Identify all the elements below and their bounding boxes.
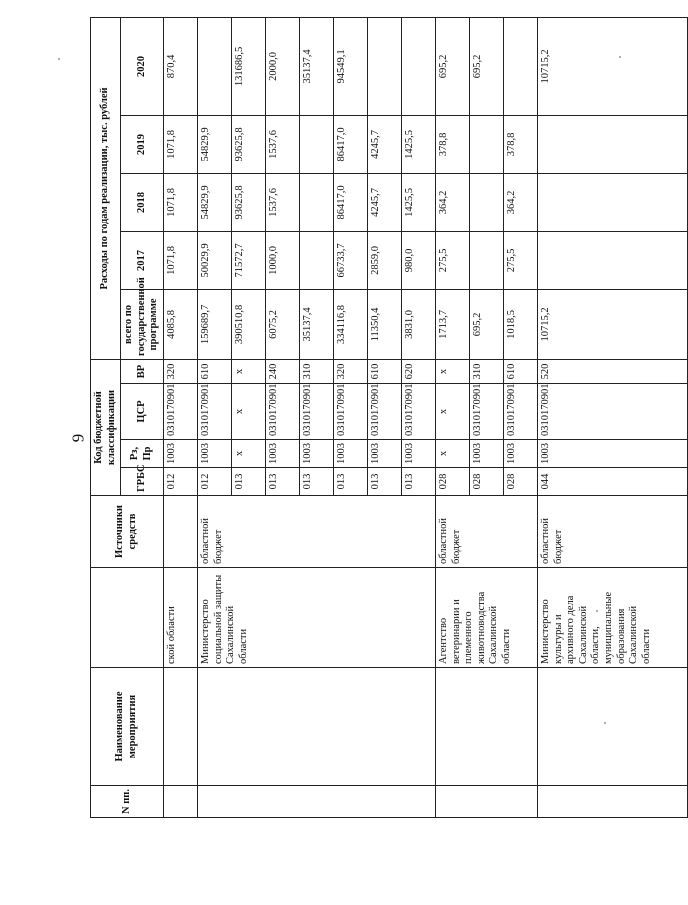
cell-csr: х bbox=[435, 384, 469, 440]
table-row bbox=[435, 17, 469, 817]
cell-grbs: 013 bbox=[265, 468, 299, 496]
cell-csr: х bbox=[231, 384, 265, 440]
cell-rzpr: х bbox=[231, 440, 265, 468]
cell-y2018: 4245,7 bbox=[367, 173, 401, 231]
cell-y2019 bbox=[469, 115, 503, 173]
cell-y2017: 66733,7 bbox=[333, 231, 367, 289]
cell-y2020: 695,2 bbox=[435, 17, 469, 115]
header-2020: 2020 bbox=[121, 17, 164, 115]
header-2018: 2018 bbox=[121, 173, 164, 231]
name-cell bbox=[537, 668, 687, 786]
cell-rzpr: 1003 bbox=[401, 440, 435, 468]
cell-total: 11350,4 bbox=[367, 289, 401, 359]
cell-y2018: 54829,9 bbox=[197, 173, 231, 231]
budget-table bbox=[90, 17, 688, 818]
header-executor bbox=[91, 568, 164, 668]
header-total: всего по государственной программе bbox=[121, 289, 164, 359]
header-expenses: Расходы по годам реализации, тыс. рублей bbox=[91, 17, 121, 359]
num-cell bbox=[163, 786, 197, 818]
header-2019: 2019 bbox=[121, 115, 164, 173]
cell-grbs: 028 bbox=[503, 468, 537, 496]
cell-y2020 bbox=[367, 17, 401, 115]
cell-rzpr: 1003 bbox=[469, 440, 503, 468]
cell-y2018 bbox=[299, 173, 333, 231]
cell-total: 6075,2 bbox=[265, 289, 299, 359]
cell-y2017: 275,5 bbox=[435, 231, 469, 289]
cell-y2017 bbox=[469, 231, 503, 289]
cell-rzpr: 1003 bbox=[537, 440, 687, 468]
cell-y2019: 378,8 bbox=[435, 115, 469, 173]
cell-rzpr: 1003 bbox=[299, 440, 333, 468]
cell-rzpr: 1003 bbox=[163, 440, 197, 468]
cell-y2017 bbox=[537, 231, 687, 289]
cell-total: 35137,4 bbox=[299, 289, 333, 359]
cell-vr: 240 bbox=[265, 359, 299, 383]
cell-csr: 0310170901 bbox=[299, 384, 333, 440]
page-number: 9 bbox=[68, 433, 88, 443]
cell-y2017 bbox=[299, 231, 333, 289]
name-cell bbox=[163, 668, 197, 786]
executor-cell: Министерство культуры и архивного дела Сахалинской области, муниципальные образования Сахалинской области bbox=[537, 568, 687, 668]
cell-y2017: 980,0 bbox=[401, 231, 435, 289]
cell-total: 4085,8 bbox=[163, 289, 197, 359]
cell-y2019: 54829,9 bbox=[197, 115, 231, 173]
cell-rzpr: х bbox=[435, 440, 469, 468]
cell-vr: 610 bbox=[197, 359, 231, 383]
cell-csr: 0310170901 bbox=[401, 384, 435, 440]
cell-y2020 bbox=[503, 17, 537, 115]
num-cell bbox=[435, 786, 537, 818]
cell-y2019: 4245,7 bbox=[367, 115, 401, 173]
cell-vr: 520 bbox=[537, 359, 687, 383]
cell-grbs: 013 bbox=[333, 468, 367, 496]
scan-speck bbox=[619, 56, 621, 58]
cell-grbs: 012 bbox=[197, 468, 231, 496]
header-source: Источники средств bbox=[91, 496, 164, 568]
scan-speck bbox=[58, 58, 60, 60]
cell-y2018: 86417,0 bbox=[333, 173, 367, 231]
cell-y2019 bbox=[537, 115, 687, 173]
cell-csr: 0310170901 bbox=[163, 384, 197, 440]
cell-rzpr: 1003 bbox=[265, 440, 299, 468]
name-cell bbox=[435, 668, 537, 786]
cell-y2020: 10715,2 bbox=[537, 17, 687, 115]
cell-csr: 0310170901 bbox=[367, 384, 401, 440]
cell-y2018: 364,2 bbox=[503, 173, 537, 231]
cell-grbs: 013 bbox=[231, 468, 265, 496]
cell-total: 10715,2 bbox=[537, 289, 687, 359]
executor-cell: ской области bbox=[163, 568, 197, 668]
cell-grbs: 028 bbox=[469, 468, 503, 496]
cell-y2019 bbox=[299, 115, 333, 173]
cell-y2019: 86417,0 bbox=[333, 115, 367, 173]
table-body bbox=[163, 17, 687, 817]
cell-y2019: 378,8 bbox=[503, 115, 537, 173]
cell-total: 3831,0 bbox=[401, 289, 435, 359]
cell-y2018 bbox=[537, 173, 687, 231]
cell-y2019: 1425,5 bbox=[401, 115, 435, 173]
header-rzpr: Рз, Пр bbox=[121, 440, 164, 468]
cell-grbs: 013 bbox=[299, 468, 333, 496]
table-row bbox=[163, 17, 197, 817]
cell-vr: х bbox=[231, 359, 265, 383]
header-name: Наименование мероприятия bbox=[91, 668, 164, 786]
header-grbs: ГРБС bbox=[121, 468, 164, 496]
executor-cell: Агентство ветеринарии и племенного животноводства Сахалинской области bbox=[435, 568, 537, 668]
cell-total: 1018,5 bbox=[503, 289, 537, 359]
cell-csr: 0310170901 bbox=[197, 384, 231, 440]
cell-vr: х bbox=[435, 359, 469, 383]
cell-total: 1713,7 bbox=[435, 289, 469, 359]
source-cell: областной бюджет bbox=[537, 496, 687, 568]
cell-y2020: 131686,5 bbox=[231, 17, 265, 115]
cell-rzpr: 1003 bbox=[367, 440, 401, 468]
cell-vr: 610 bbox=[503, 359, 537, 383]
cell-csr: 0310170901 bbox=[503, 384, 537, 440]
source-cell bbox=[163, 496, 197, 568]
cell-grbs: 012 bbox=[163, 468, 197, 496]
cell-rzpr: 1003 bbox=[333, 440, 367, 468]
cell-csr: 0310170901 bbox=[537, 384, 687, 440]
cell-csr: 0310170901 bbox=[333, 384, 367, 440]
cell-vr: 310 bbox=[299, 359, 333, 383]
cell-y2018: 93625,8 bbox=[231, 173, 265, 231]
cell-y2020: 2000,0 bbox=[265, 17, 299, 115]
cell-rzpr: 1003 bbox=[503, 440, 537, 468]
cell-vr: 620 bbox=[401, 359, 435, 383]
header-kbk: Код бюджетной классификации bbox=[91, 359, 121, 495]
name-cell bbox=[197, 668, 435, 786]
cell-y2020: 870,4 bbox=[163, 17, 197, 115]
cell-y2018: 1425,5 bbox=[401, 173, 435, 231]
cell-y2019: 93625,8 bbox=[231, 115, 265, 173]
source-cell: областной бюджет bbox=[435, 496, 537, 568]
cell-grbs: 044 bbox=[537, 468, 687, 496]
header-vr: ВР bbox=[121, 359, 164, 383]
cell-y2018: 1071,8 bbox=[163, 173, 197, 231]
cell-csr: 0310170901 bbox=[469, 384, 503, 440]
cell-vr: 610 bbox=[367, 359, 401, 383]
table-row bbox=[537, 17, 687, 817]
cell-total: 159689,7 bbox=[197, 289, 231, 359]
cell-y2017: 2859,0 bbox=[367, 231, 401, 289]
scan-speck bbox=[596, 610, 598, 612]
cell-y2020 bbox=[197, 17, 231, 115]
cell-total: 334116,8 bbox=[333, 289, 367, 359]
cell-vr: 320 bbox=[333, 359, 367, 383]
cell-y2018: 364,2 bbox=[435, 173, 469, 231]
cell-y2017: 1000,0 bbox=[265, 231, 299, 289]
source-cell: областной бюджет bbox=[197, 496, 435, 568]
cell-vr: 310 bbox=[469, 359, 503, 383]
table-header bbox=[91, 17, 164, 817]
cell-y2017: 275,5 bbox=[503, 231, 537, 289]
executor-cell: Министерство социальной защиты Сахалинской области bbox=[197, 568, 435, 668]
cell-grbs: 013 bbox=[401, 468, 435, 496]
cell-grbs: 013 bbox=[367, 468, 401, 496]
cell-y2020: 695,2 bbox=[469, 17, 503, 115]
cell-csr: 0310170901 bbox=[265, 384, 299, 440]
cell-y2020: 94549,1 bbox=[333, 17, 367, 115]
cell-vr: 320 bbox=[163, 359, 197, 383]
cell-y2017: 71572,7 bbox=[231, 231, 265, 289]
cell-grbs: 028 bbox=[435, 468, 469, 496]
cell-total: 390510,8 bbox=[231, 289, 265, 359]
header-num: N пп. bbox=[91, 786, 164, 818]
cell-total: 695,2 bbox=[469, 289, 503, 359]
scan-speck bbox=[604, 722, 606, 724]
rotated-page bbox=[90, 18, 652, 818]
cell-y2019: 1071,8 bbox=[163, 115, 197, 173]
cell-y2017: 1071,8 bbox=[163, 231, 197, 289]
table-row bbox=[197, 17, 231, 817]
header-2017: 2017 bbox=[121, 231, 164, 289]
num-cell bbox=[537, 786, 687, 818]
cell-y2019: 1537,6 bbox=[265, 115, 299, 173]
cell-rzpr: 1003 bbox=[197, 440, 231, 468]
cell-y2020: 35137,4 bbox=[299, 17, 333, 115]
cell-y2017: 50029,9 bbox=[197, 231, 231, 289]
cell-y2018 bbox=[469, 173, 503, 231]
num-cell bbox=[197, 786, 435, 818]
cell-y2018: 1537,6 bbox=[265, 173, 299, 231]
header-csr: ЦСР bbox=[121, 384, 164, 440]
cell-y2020 bbox=[401, 17, 435, 115]
